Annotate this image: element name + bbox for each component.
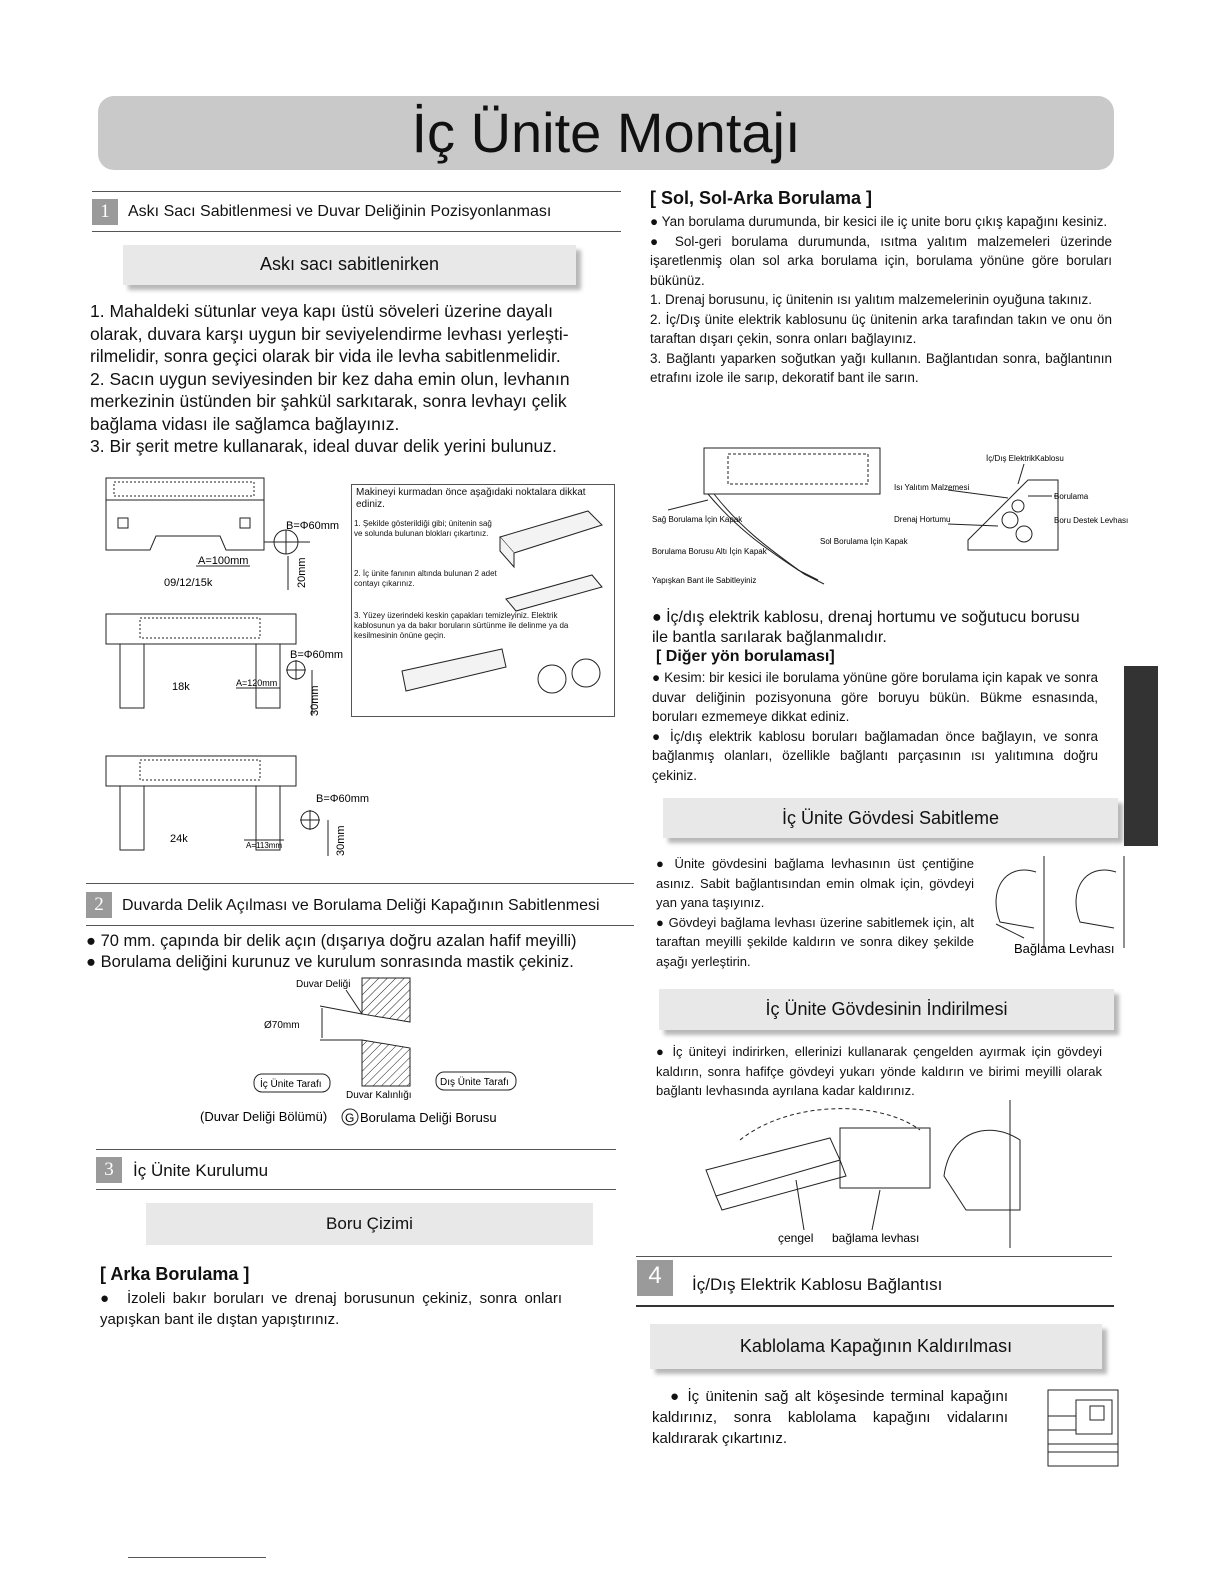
divider [86,883,634,884]
terminal-cover-diagram [1046,1386,1122,1470]
figure-label: Isı Yalıtım Malzemesi [894,483,970,492]
section-title: İç Ünite Kurulumu [133,1161,269,1180]
dim-label: 30mm [309,685,321,716]
figure-label: Borulama [1054,492,1089,501]
figure-label: çengel [778,1231,814,1245]
dim-label: 20mm [296,557,308,588]
note-item: 1. Şekilde gösterildiği gibi; ünitenin sağ ve solunda bulunan blokları çıkartınız. [354,519,492,538]
model-label: 18k [172,681,190,693]
section-title: Askı Sacı Sabitlenmesi ve Duvar Deliğinin Pozisyonlanması [128,203,552,220]
section-number: 3 [96,1157,122,1183]
figure-label: Sağ Borulama İçin Kapak [652,515,743,524]
dim-label: A=100mm [198,555,249,567]
note-title: Makineyi kurmadan önce aşağıdaki noktalara dikkat ediniz. [356,487,586,510]
divider [636,1256,1112,1257]
section-title: Duvarda Delik Açılması ve Borulama Deliği Kapağının Sabitlenmesi [122,897,600,914]
figure-label: Duvar Deliği [296,979,351,990]
figure-caption: (Duvar Deliği Bölümü) [200,1109,328,1124]
divider [96,1149,616,1150]
hanging-unit-diagram [984,852,1134,956]
section-title: İç/Dış Elektrik Kablosu Bağlantısı [692,1275,943,1294]
figure-caption: Borulama Deliği Borusu [360,1110,497,1125]
paragraph: 1. Mahaldeki sütunlar veya kapı üstü söveleri üzerine dayalı olarak, duvara karşı uygun bir seviyelendirme levhası yerleşti-rilmelidir, sonra geçici olarak bir vida ile levha sabitlenmelidir. [90,301,569,366]
mounting-plate-diagram [100,472,370,872]
bullet-item: ● Kesim: bir kesici ile borulama yönüne göre borulama için kapak ve sonra duvar deliğinin pozisyonuna göre boruyu bükün. Bükme esnasında, boruları ezmemeye dikkat ediniz. [652,670,1098,724]
figure-caption: G [345,1111,355,1125]
figure-label: Sol Borulama İçin Kapak [820,537,908,546]
bullet-item: ● Sol-geri borulama durumunda, ısıtma yalıtım malzemeleri üzerinde işaretlenmiş olan sol arka borulama için, borulama yönüne göre boruları bükünüz. [650,233,1112,288]
bullet-item: ● İç/dış elektrik kablosu boruları bağlamadan önce bağlayın, ve sonra bağlanmış olanları, özellikle bağlantı parçasının ısı yalıtımına doğru çekiniz. [652,728,1099,783]
dim-label: 30mm [335,825,347,856]
note-item: 3. Yüzey üzerindeki keskin çapakları temizleyiniz. Elektrik kablosunun ya da bakır boruların sürtünme ile delinme ya da kesilmesinin önüne geçin. [354,611,569,640]
section-number: 4 [637,1260,673,1296]
bullet-item: ● Yan borulama durumunda, bir kesici ile iç unite boru çıkış kapağını kesiniz. [650,214,1108,229]
figure-label: Drenaj Hortumu [894,515,951,524]
paragraph: 2. Sacın uygun seviyesinden bir kez daha emin olun, levhanın merkezinin üstünden bir şahkül sarkıtarak, sonra levhayı çelik bağlama vidası ile sağlamca bağlayınız. [90,368,570,434]
divider [92,231,621,232]
bullet-item: ● 70 mm. çapında bir delik açın (dışarıya doğru azalan hafif meyilli) [86,932,577,950]
figure-label: Dış Ünite Tarafı [440,1077,509,1088]
subheading-box: İç Ünite Gövdesi Sabitleme [663,798,1118,838]
bullet-item: ● İç üniteyi indirirken, ellerinizi kullanarak çengelden ayırmak için gövdeyi kaldırın, sonra hafifçe gövdeyi yukarı yönde kaldırın ve birimi meyilli olarak bağlantı levhasında ayrılana kadar kaldırınız. [656,1044,1102,1098]
note-box [351,484,615,717]
subheading-box: Boru Çizimi [146,1203,593,1245]
bullet-item: ● İç/dış elektrik kablosu, drenaj hortumu ve soğutucu borusu ile bantla sarılarak bağlanmalıdır. [652,609,1080,646]
figure-label: Yapışkan Bant ile Sabitleyiniz [652,576,757,585]
numbered-item: 1. Drenaj borusunu, iç ünitenin ısı yalıtım malzemelerinin oyuğuna takınız. [650,292,1092,307]
bullet-item: ● İzoleli bakır boruları ve drenaj borusunun çekiniz, sonra onları yapışkan bant ile dıştan yapıştırınız. [100,1290,562,1328]
figure-label: Bağlama Levhası [1014,941,1115,956]
wall-hole-diagram [196,974,536,1130]
dim-label: A=120mm [236,678,278,688]
figure-label: Boru Destek Levhası [1054,516,1129,525]
divider [636,1305,1114,1307]
subheading: [ Diğer yön borulaması] [656,648,835,665]
bullet-item: ● Gövdeyi bağlama levhası üzerine sabitlemek için, alt taraftan meyilli şekilde kaldırın ve sonra dikey şekilde aşağı yerleştirin. [656,914,974,969]
figure-label: İç Ünite Tarafı [260,1079,322,1090]
dim-label: B=Φ60mm [290,649,344,661]
subheading-box: Kablolama Kapağının Kaldırılması [650,1324,1102,1369]
figure-label: Ø70mm [264,1020,300,1031]
section-number: 2 [86,892,112,918]
subheading: [ Sol, Sol-Arka Borulama ] [650,188,873,208]
figure-label: Borulama Borusu Altı İçin Kapak [652,547,767,556]
model-label: 24k [170,833,188,845]
figure-label: İç/Dış ElektrikKablosu [986,454,1064,463]
note-item: 2. İç ünite fanının altında bulunan 2 adet contayı çıkarınız. [354,569,497,588]
subheading-box: Askı sacı sabitlenirken [123,245,576,285]
bullet-item: ● İç ünitenin sağ alt köşesinde terminal kapağını kaldırınız, sonra kablolama kapağını vidalarını kaldırarak çıkartınız. [652,1388,1008,1447]
side-tab [1124,666,1158,846]
figure-label: bağlama levhası [832,1231,920,1245]
figure-label: Duvar Kalınlığı [346,1090,412,1101]
indoor-unit-sketch [492,503,612,703]
subheading: [ Arka Borulama ] [100,1264,250,1284]
numbered-item: 3. Bağlantı yaparken soğutkan yağı kullanın. Bağlantıdan sonra, bağlantının etrafını izole ile sarıp, dekoratif bant ile sarın. [650,350,1112,385]
removal-diagram [700,1100,1030,1248]
footer-link-line [128,1557,266,1558]
bullet-item: ● Borulama deliğini kurunuz ve kurulum sonrasında mastik çekiniz. [86,953,574,971]
model-label: 09/12/15k [164,577,213,589]
bullet-item: ● Ünite gövdesini bağlama levhasının üst çentiğine asınız. Sabit bağlantısından emin olmak için, gövdeyi yan yana taşıyınız. [656,856,975,910]
dim-label: B=Φ60mm [286,520,340,532]
section-number: 1 [92,199,118,225]
numbered-item: 2. İç/Dış ünite elektrik kablosunu üç ünitenin arka tarafından takın ve onu ön taraftan dışarı çekin, sonra onları bağlayınız. [650,311,1112,346]
left-piping-diagram [648,440,1129,600]
dim-label: A=113mm [246,841,283,850]
subheading-box: İç Ünite Gövdesinin İndirilmesi [659,989,1114,1030]
dim-label: B=Φ60mm [316,793,370,805]
divider [96,1189,616,1190]
divider [92,191,621,192]
divider [86,925,634,926]
paragraph: 3. Bir şerit metre kullanarak, ideal duvar delik yerini bulunuz. [90,436,557,456]
page-title: İç Ünite Montajı [98,96,1114,170]
